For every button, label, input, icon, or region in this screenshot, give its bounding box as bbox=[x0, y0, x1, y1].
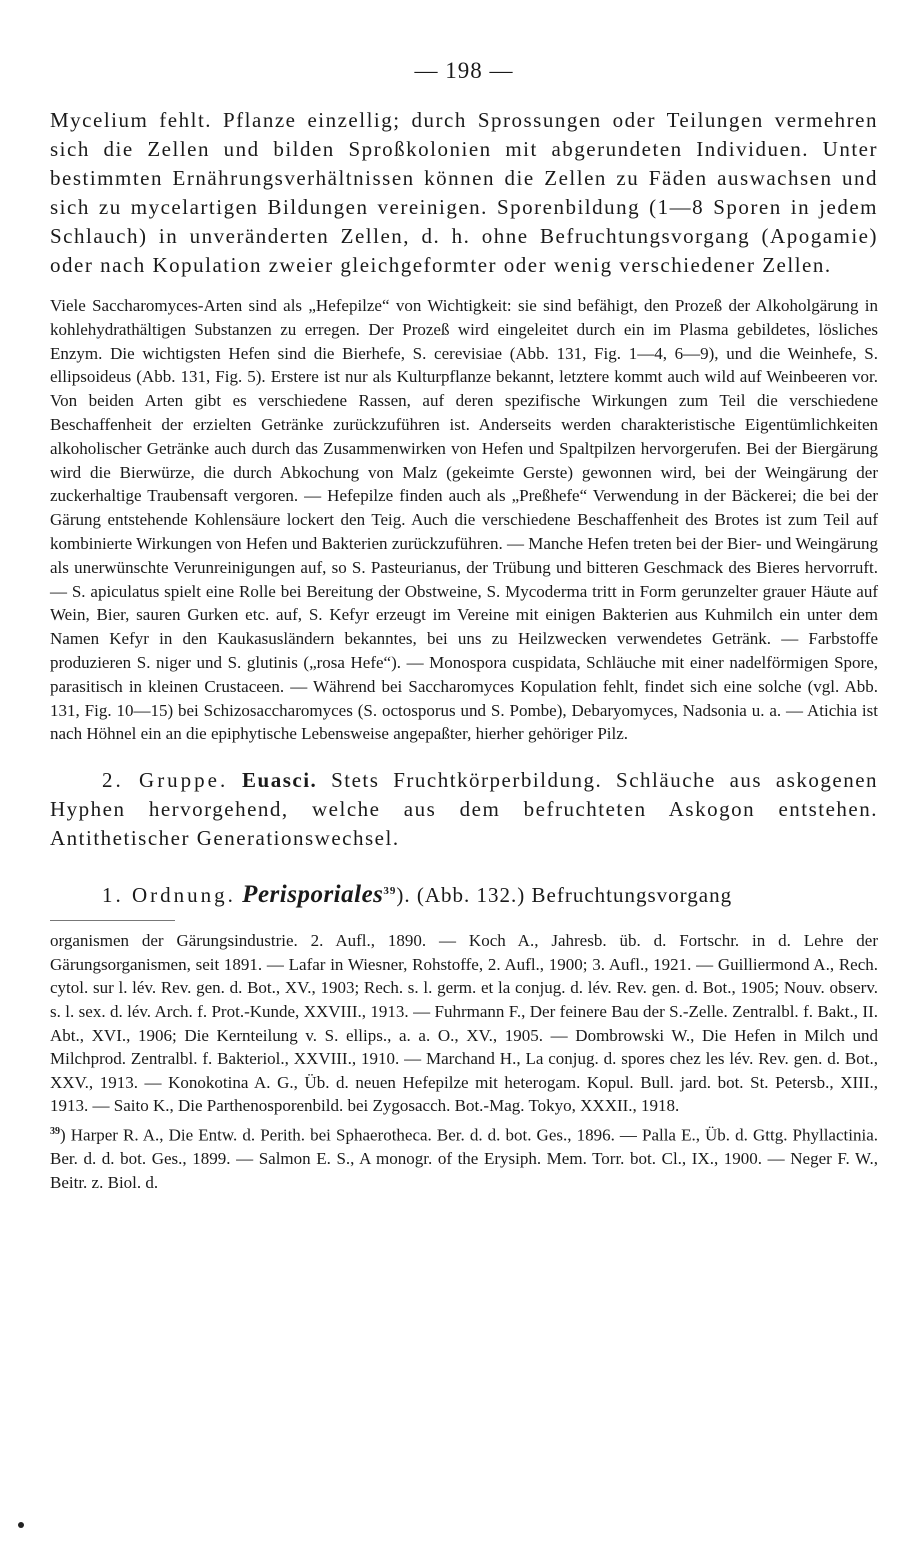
footnote-continuation: organismen der Gärungsindustrie. 2. Aufl., 1890. — Koch A., Jahresb. üb. d. Fortschr. in d. Lehre der Gärungsorganismen, seit 1891. — Lafar in Wiesner, Rohstoffe, 2. Aufl., 1900; 3. Aufl., 1921. — Guilliermond A., Rech. cytol. sur l. lév. Rev. gen. d. Bot., XV., 1903; Rech. s. l. germ. et la conjug. d. lév. Rev. gen. d. Bot., 1905; Nouv. observ. s. l. sex. d. lév. Arch. f. Prot.-Kunde, XXVIII., 1913. — Fuhrmann F., Der feinere Bau der S.-Zelle. Zentralbl. f. Bakt., II. Abt., XVI., 1906; Die Kernteilung v. S. ellips., a. a. O., XV., 1905. — Dombrowski W., Die Hefen in Milch und Milchprod. Zentralbl. f. Bakteriol., XXVIII., 1910. — Marchand H., La conjug. d. spores chez les lév. Rev. gen. d. Bot., XXV., 1913. — Konokotina A. G., Üb. d. neuen Hefepilze mit heterogam. Kopul. Bull. jard. bot. St. Petersb., XIII., 1913. — Saito K., Die Parthenosporenbild. bei Zygosacch. Bot.-Mag. Tokyo, XXXII., 1918. bbox=[50, 931, 878, 1116]
main-paragraph: Mycelium fehlt. Pflanze einzellig; durch Sprossungen oder Teilungen vermehren sich die Zellen und bilden Sproßkolonien mit abgerundeten Individuen. Unter bestimmten Ernährungsverhältnissen können die Zellen zu Fäden auswachsen und sich zu mycelartigen Bildungen vereinigen. Sporenbildung (1—8 Sporen in jedem Schlauch) in unveränderten Zellen, d. h. ohne Befruchtungsvorgang (Apogamie) oder nach Kopulation zweier gleichgeformter oder wenig verschiedener Zellen. bbox=[50, 108, 878, 277]
footnote-39-mark: 39 bbox=[50, 1125, 60, 1137]
group-paragraph bbox=[50, 766, 878, 853]
order-paragraph bbox=[50, 877, 878, 910]
order-label: 1. Ordnung. bbox=[102, 883, 236, 908]
footnote-39 bbox=[50, 1120, 878, 1194]
order-footnote-ref: 39 bbox=[383, 885, 397, 898]
footnote-39-text: ) Harper R. A., Die Entw. d. Perith. bei Sphaerotheca. Ber. d. d. bot. Ges., 1896. — Palla E., Üb. d. Gttg. Phyllactinia. Ber. d. d. bot. Ges., 1899. — Salmon E. S., A monogr. of the Erysiph. Mem. Torr. bot. Cl., IX., 1900. — Neger F. W., Beitr. z. Biol. d. bbox=[50, 1125, 878, 1192]
group-text: Stets Fruchtkörperbildung. Schläuche aus askogenen Hyphen hervorgehend, welche aus dem befruchteten Askogon entstehen. Antithetischer Generationswechsel. bbox=[50, 768, 879, 851]
order-text: ). (Abb. 132.) Befruchtungsvorgang bbox=[396, 883, 733, 908]
margin-speck bbox=[18, 1522, 24, 1528]
page-number: — 198 — bbox=[414, 58, 514, 83]
order-name: Perisporiales bbox=[242, 881, 384, 909]
group-name: Euasci. bbox=[242, 768, 318, 793]
small-print-paragraph: Viele Saccharomyces-Arten sind als „Hefepilze“ von Wichtigkeit: sie sind befähigt, den Prozeß der Alkoholgärung in kohlehydrathältigen Substanzen zu erregen. Der Prozeß wird eingeleitet durch ein im Plasma gebildetes, lösliches Enzym. Die wichtigsten Hefen sind die Bierhefe, S. cerevisiae (Abb. 131, Fig. 1—4, 6—9), und die Weinhefe, S. ellipsoideus (Abb. 131, Fig. 5). Erstere ist nur als Kulturpflanze bekannt, letztere kommt auch wild auf Weinbeeren vor. Von beiden Arten gibt es verschiedene Rassen, auf deren spezifische Wirkungen zum Teil die verschiedene Beschaffenheit der erzielten Getränke zurückzuführen ist. Anderseits werden charakteristische Eigentümlichkeiten alkoholischer Getränke auch durch das Zusammenwirken von Hefen und Spaltpilzen hervorgerufen. Bei der Biergärung wird die Bierwürze, die durch Abkochung von Malz (gekeimte Gerste) gewonnen wird, bei der Weingärung der zuckerhaltige Traubensaft vergoren. — Hefepilze finden auch als „Preßhefe“ Verwendung in der Bäckerei; die bei der Gärung entstehende Kohlensäure lockert den Teig. Auch die verschiedene Beschaffenheit des Brotes ist zum Teil auf kombinierte Wirkungen von Hefen und Bakterien zurückzuführen. — Manche Hefen treten bei der Bier- und Weingärung als unerwünschte Verunreinigungen auf, so S. Pasteurianus, der Trübung und bitteren Geschmack des Bieres hervorruft. — S. apiculatus spielt eine Rolle bei Bereitung der Obstweine, S. Mycoderma tritt in Form gerunzelter grauer Häute auf Wein, Bier, sauren Gurken etc. auf, S. Kefyr erzeugt im Vereine mit einigen Bakterien aus Kuhmilch ein unter dem Namen Kefyr in den Kaukasusländern bekanntes, bei uns zu Heilzwecken verwendetes Getränk. — Farbstoffe produzieren S. niger und S. glutinis („rosa Hefe“). — Monospora cuspidata, Schläuche mit einer nadelförmigen Spore, parasitisch in kleinen Crustaceen. — Während bei Saccharomyces Kopulation fehlt, findet sich eine solche (vgl. Abb. 131, Fig. 10—15) bei Schizosaccharomyces (S. octosporus und S. Pombe), Debaryomyces, Nadsonia u. a. — Atichia ist nach Höhnel ein an die epiphytische Lebensweise angepaßter, hierher gehöriger Pilz. bbox=[50, 296, 878, 744]
footnote-rule bbox=[50, 920, 175, 921]
group-label: 2. Gruppe. bbox=[102, 768, 229, 793]
book-page bbox=[50, 58, 878, 1194]
